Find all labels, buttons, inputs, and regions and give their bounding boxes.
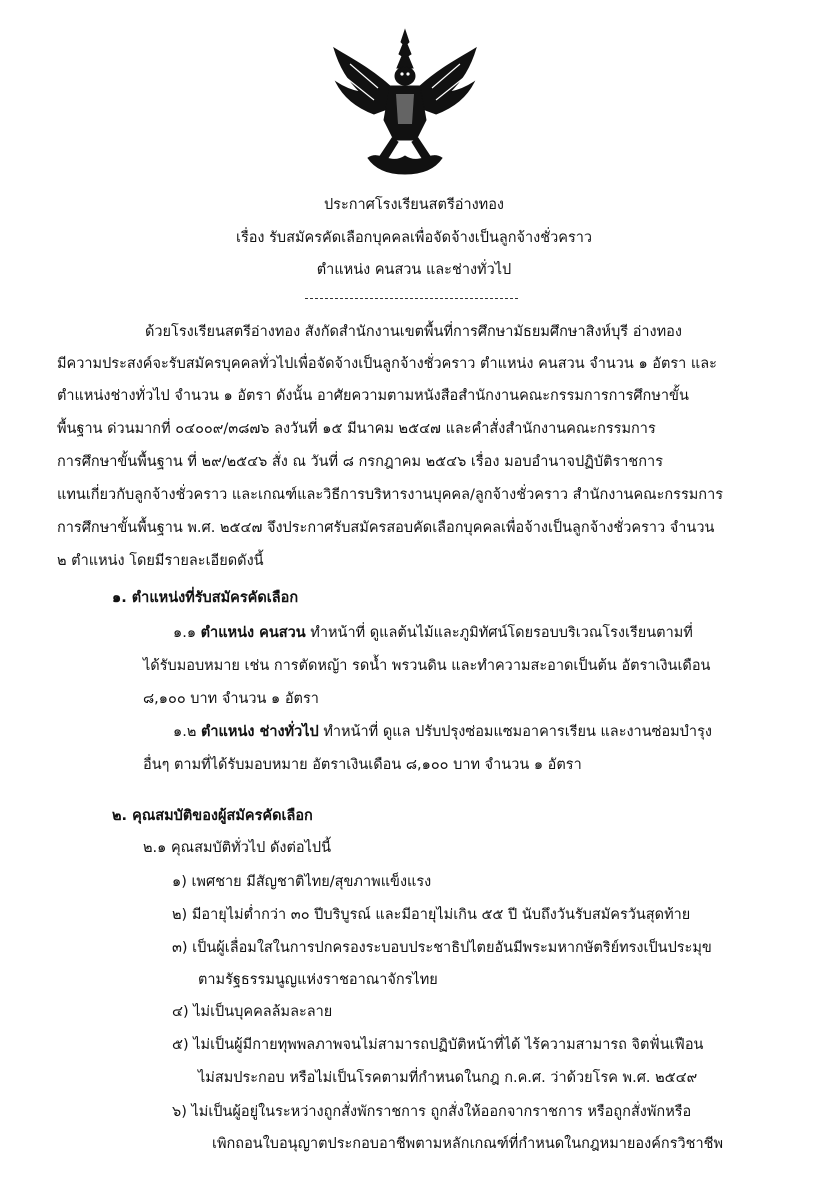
qualification-item: ๔) ไม่เป็นบุคคลล้มละลาย bbox=[172, 1004, 333, 1020]
position-desc: ได้รับมอบหมาย เช่น การตัดหญ้า รดน้ำ พรวนดิน และทำความสะอาดเป็นต้น อัตราเงินเดือน bbox=[143, 658, 711, 674]
intro-line: การศึกษาขั้นพื้นฐาน พ.ศ. ๒๕๔๗ จึงประกาศรับสมัครสอบคัดเลือกบุคคลเพื่อจ้างเป็นลูกจ้างชั่วคราว จำนวน bbox=[57, 520, 715, 536]
intro-line: ๒ ตำแหน่ง โดยมีรายละเอียดดังนี้ bbox=[57, 553, 264, 569]
position-desc: ๘,๑๐๐ บาท จำนวน ๑ อัตรา bbox=[143, 691, 319, 707]
qualification-item: ๖) ไม่เป็นผู้อยู่ในระหว่างถูกสั่งพักราชการ ถูกสั่งให้ออกจากราชการ หรือถูกสั่งพักหรือ bbox=[172, 1104, 692, 1120]
qualification-item: ๑) เพศชาย มีสัญชาติไทย/สุขภาพแข็งแรง bbox=[172, 874, 432, 890]
section-heading: ๒. คุณสมบัติของผู้สมัครคัดเลือก bbox=[112, 808, 313, 824]
position-item-gardener bbox=[173, 621, 693, 644]
position-desc: ทำหน้าที่ ดูแล ปรับปรุงซ่อมแซมอาคารเรียน และงานซ่อมบำรุง bbox=[323, 724, 712, 740]
announcement-title: ประกาศโรงเรียนสตรีอ่างทอง bbox=[323, 197, 505, 213]
intro-line: ด้วยโรงเรียนสตรีอ่างทอง สังกัดสำนักงานเขตพื้นที่การศึกษามัธยมศึกษาสิงห์บุรี อ่างทอง bbox=[145, 324, 682, 340]
intro-line: แทนเกี่ยวกับลูกจ้างชั่วคราว และเกณฑ์และวิธีการบริหารงานบุคคล/ลูกจ้างชั่วคราว สำนักงานคณะกรรมการ bbox=[57, 487, 724, 503]
qualification-item-cont: ไม่สมประกอบ หรือไม่เป็นโรคตามที่กำหนดในกฎ ก.ค.ศ. ว่าด้วยโรค พ.ศ. ๒๕๔๙ bbox=[198, 1070, 698, 1086]
intro-line: การศึกษาขั้นพื้นฐาน ที่ ๒๙/๒๕๔๖ สั่ง ณ วันที่ ๘ กรกฎาคม ๒๕๔๖ เรื่อง มอบอำนาจปฏิบัติราชการ bbox=[57, 454, 663, 470]
section-heading: ๑. ตำแหน่งที่รับสมัครคัดเลือก bbox=[112, 590, 299, 606]
qualification-item: ๕) ไม่เป็นผู้มีกายทุพพลภาพจนไม่สามารถปฏิบัติหน้าที่ได้ ไร้ความสามารถ จิตฟั่นเฟือน bbox=[172, 1037, 704, 1053]
intro-line: มีความประสงค์จะรับสมัครบุคคลทั่วไปเพื่อจัดจ้างเป็นลูกจ้างชั่วคราว ตำแหน่ง คนสวน จำนวน ๑ อัตรา และ bbox=[57, 356, 717, 372]
announcement-subject: เรื่อง รับสมัครคัดเลือกบุคคลเพื่อจัดจ้างเป็นลูกจ้างชั่วคราว bbox=[235, 230, 593, 246]
separator-line bbox=[305, 298, 518, 299]
subsection-heading: ๒.๑ คุณสมบัติทั่วไป ดังต่อไปนี้ bbox=[143, 840, 331, 856]
qualification-item: ๒) มีอายุไม่ต่ำกว่า ๓๐ ปีบริบูรณ์ และมีอายุไม่เกิน ๕๕ ปี นับถึงวันรับสมัครวันสุดท้าย bbox=[172, 907, 691, 923]
position-item-technician bbox=[173, 720, 712, 743]
position-label: ตำแหน่ง คนสวน bbox=[200, 625, 306, 641]
intro-line: พื้นฐาน ด่วนมากที่ ๐๔๐๐๙/๓๘๗๖ ลงวันที่ ๑๕ มีนาคม ๒๕๔๗ และคำสั่งสำนักงานคณะกรรมการ bbox=[57, 421, 656, 437]
position-label: ตำแหน่ง ช่างทั่วไป bbox=[200, 724, 319, 740]
position-desc: ทำหน้าที่ ดูแลต้นไม้และภูมิทัศน์โดยรอบบริเวณโรงเรียนตามที่ bbox=[310, 625, 693, 641]
garuda-emblem-icon bbox=[330, 28, 480, 176]
qualification-item: ๓) เป็นผู้เลื่อมใสในการปกครองระบอบประชาธิปไตยอันมีพระมหากษัตริย์ทรงเป็นประมุข bbox=[172, 940, 712, 956]
item-number: ๑.๒ bbox=[173, 724, 197, 740]
item-number: ๑.๑ bbox=[173, 625, 197, 641]
announcement-positions: ตำแหน่ง คนสวน และช่างทั่วไป bbox=[316, 262, 512, 278]
qualification-item-cont: ตามรัฐธรรมนูญแห่งราชอาณาจักรไทย bbox=[198, 972, 438, 988]
position-desc: อื่นๆ ตามที่ได้รับมอบหมาย อัตราเงินเดือน ๘,๑๐๐ บาท จำนวน ๑ อัตรา bbox=[143, 757, 582, 773]
qualification-item-cont: เพิกถอนใบอนุญาตประกอบอาชีพตามหลักเกณฑ์ที่กำหนดในกฎหมายองค์กรวิชาชีพ bbox=[212, 1136, 724, 1152]
intro-line: ตำแหน่งช่างทั่วไป จำนวน ๑ อัตรา ดังนั้น อาศัยความตามหนังสือสำนักงานคณะกรรมการการศึกษาขั้น bbox=[57, 388, 689, 404]
